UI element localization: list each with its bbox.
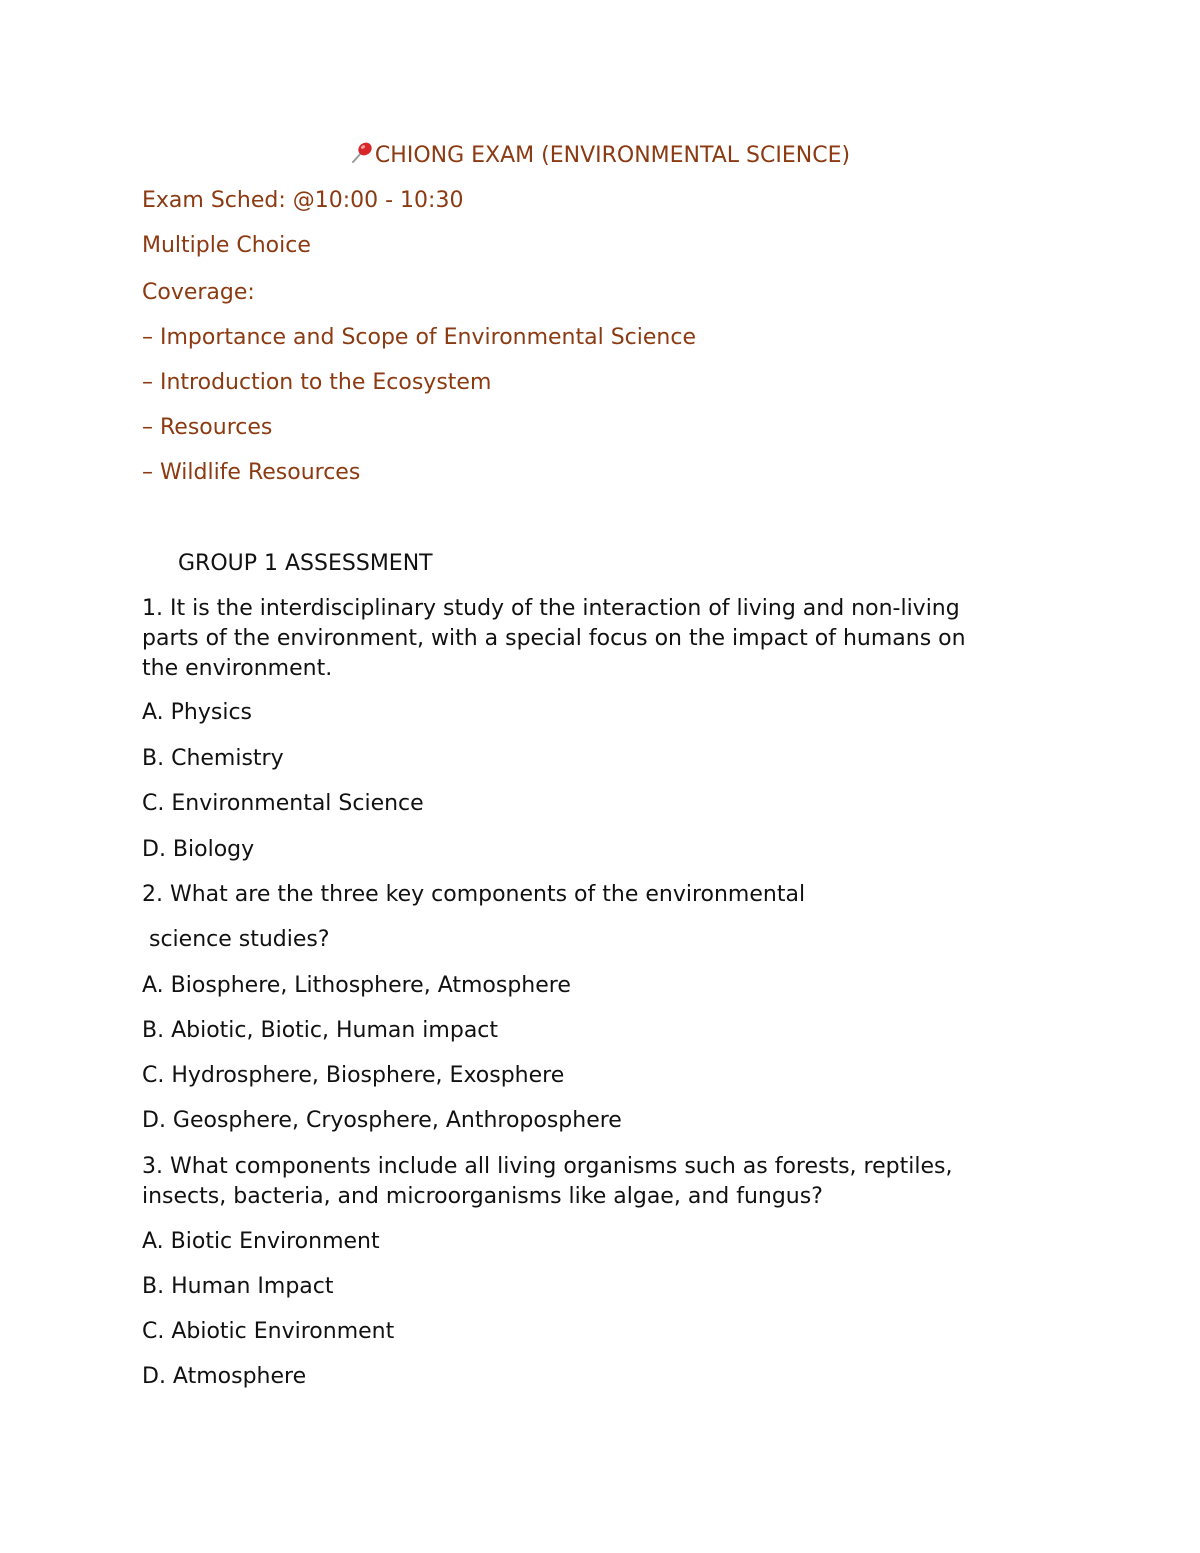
- answer-option: A. Physics: [142, 700, 253, 725]
- question-line: parts of the environment, with a special focus on the impact of humans on: [142, 626, 966, 651]
- question-line: insects, bacteria, and microorganisms like algae, and fungus?: [142, 1184, 823, 1209]
- coverage-item: – Resources: [142, 415, 273, 440]
- answer-option: D. Atmosphere: [142, 1364, 307, 1389]
- question-line: 2. What are the three key components of the environmental: [142, 882, 806, 907]
- exam-format: Multiple Choice: [142, 233, 311, 258]
- coverage-item: – Wildlife Resources: [142, 460, 361, 485]
- answer-option: D. Geosphere, Cryosphere, Anthroposphere: [142, 1108, 622, 1133]
- question-line: 3. What components include all living organisms such as forests, reptiles,: [142, 1154, 953, 1179]
- answer-option: B. Human Impact: [142, 1274, 334, 1299]
- answer-option: B. Chemistry: [142, 746, 284, 771]
- question-text: [142, 1152, 1042, 1212]
- coverage-item: – Introduction to the Ecosystem: [142, 370, 492, 395]
- answer-option: C. Abiotic Environment: [142, 1319, 395, 1344]
- question-line: the environment.: [142, 656, 333, 681]
- pushpin-icon: [350, 140, 374, 164]
- question-line: science studies?: [142, 927, 330, 952]
- page-title: [0, 140, 1200, 171]
- answer-option: C. Environmental Science: [142, 791, 424, 816]
- answer-option: A. Biotic Environment: [142, 1229, 380, 1254]
- answer-option: A. Biosphere, Lithosphere, Atmosphere: [142, 973, 571, 998]
- answer-option: B. Abiotic, Biotic, Human impact: [142, 1018, 499, 1043]
- answer-option: D. Biology: [142, 837, 255, 862]
- answer-option: C. Hydrosphere, Biosphere, Exosphere: [142, 1063, 565, 1088]
- exam-schedule: Exam Sched: @10:00 - 10:30: [142, 188, 464, 213]
- section-heading: GROUP 1 ASSESSMENT: [178, 551, 433, 576]
- page-title-text: CHIONG EXAM (ENVIRONMENTAL SCIENCE): [374, 143, 851, 168]
- question-text: [142, 594, 1042, 684]
- coverage-label: Coverage:: [142, 280, 255, 305]
- coverage-item: – Importance and Scope of Environmental Science: [142, 325, 696, 350]
- question-line: 1. It is the interdisciplinary study of the interaction of living and non-living: [142, 596, 960, 621]
